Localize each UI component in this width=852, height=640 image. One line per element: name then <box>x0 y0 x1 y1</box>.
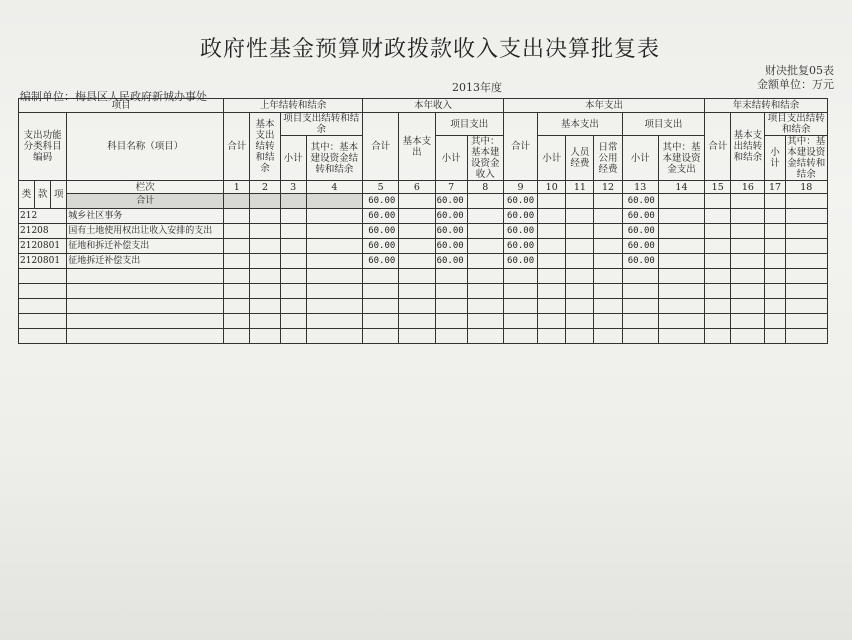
cell-c5: 60.00 <box>363 254 399 269</box>
cell-c13: 60.00 <box>622 239 658 254</box>
col-num: 5 <box>363 181 399 194</box>
cell-c5: 60.00 <box>363 239 399 254</box>
cell-c15 <box>705 194 731 209</box>
subject-name: 城乡社区事务 <box>67 209 224 224</box>
end-proj-header: 项目支出结转和结余 <box>765 113 828 136</box>
cell-c9: 60.00 <box>503 254 537 269</box>
lanci-label: 栏次 <box>67 181 224 194</box>
empty-row <box>19 314 828 329</box>
inc-basic-header: 基本支出 <box>399 113 435 181</box>
exp-basic-header: 基本支出 <box>538 113 622 136</box>
subject-name: 国有土地使用权出让收入安排的支出 <box>67 224 224 239</box>
empty-row <box>19 329 828 344</box>
cell-c9: 60.00 <box>503 239 537 254</box>
col-num: 12 <box>594 181 622 194</box>
compiling-unit: 编制单位：梅县区人民政府新城办事处 <box>20 90 207 103</box>
func-code: 212 <box>19 209 67 224</box>
exp-personnel-header: 人员经费 <box>566 136 594 181</box>
cell-c3 <box>280 194 306 209</box>
subject-name-header: 科目名称（项目） <box>67 113 224 181</box>
cell-c10 <box>538 194 566 209</box>
col-num: 3 <box>280 181 306 194</box>
cell-c14 <box>658 194 704 209</box>
inc-total-header: 合计 <box>363 113 399 181</box>
cell-c5: 60.00 <box>363 224 399 239</box>
form-code: 财决批复05表 <box>765 64 834 77</box>
col-num: 14 <box>658 181 704 194</box>
empty-row <box>19 299 828 314</box>
fiscal-year: 2013年度 <box>452 81 502 94</box>
prev-proj-header: 项目支出结转和结余 <box>280 113 363 136</box>
total-label: 合计 <box>67 194 224 209</box>
table-row-total <box>19 194 828 209</box>
col-num: 11 <box>566 181 594 194</box>
exp-proj-subtotal-header: 小计 <box>622 136 658 181</box>
xiang-header: 项 <box>51 181 67 209</box>
budget-table <box>18 98 828 344</box>
col-num: 8 <box>467 181 503 194</box>
func-code-header: 支出功能分类科目编码 <box>19 113 67 181</box>
cell-c17 <box>765 194 785 209</box>
end-basic-header: 基本支出结转和结余 <box>731 113 765 181</box>
exp-capital-header: 其中：基本建设资金支出 <box>658 136 704 181</box>
prev-subtotal-header: 小计 <box>280 136 306 181</box>
exp-public-header: 日常公用经费 <box>594 136 622 181</box>
col-num: 4 <box>306 181 362 194</box>
col-num: 1 <box>224 181 250 194</box>
lei-header: 类 <box>19 181 35 209</box>
cell-c13: 60.00 <box>622 194 658 209</box>
cell-c18 <box>785 194 827 209</box>
col-num: 15 <box>705 181 731 194</box>
expense-header: 本年支出 <box>503 99 704 113</box>
header-row-1 <box>19 99 828 113</box>
prev-total-header: 合计 <box>224 113 250 181</box>
cell-c13: 60.00 <box>622 254 658 269</box>
table-row <box>19 209 828 224</box>
col-num: 7 <box>435 181 467 194</box>
cell-c8 <box>467 194 503 209</box>
func-code: 21208 <box>19 224 67 239</box>
col-num: 9 <box>503 181 537 194</box>
func-code: 2120801 <box>19 254 67 269</box>
column-number-row <box>19 181 828 194</box>
cell-c2 <box>250 194 280 209</box>
inc-capital-header: 其中：基本建设资金收入 <box>467 136 503 181</box>
func-code: 2120801 <box>19 239 67 254</box>
col-num: 13 <box>622 181 658 194</box>
page-title: 政府性基金预算财政拨款收入支出决算批复表 <box>199 37 660 62</box>
cell-c6 <box>399 194 435 209</box>
cell-c11 <box>566 194 594 209</box>
end-balance-header: 年末结转和结余 <box>705 99 828 113</box>
table-row <box>19 239 828 254</box>
cell-c1 <box>224 194 250 209</box>
cell-c9: 60.00 <box>503 194 537 209</box>
cell-c5: 60.00 <box>363 194 399 209</box>
cell-c16 <box>731 194 765 209</box>
subject-name: 征地和拆迁补偿支出 <box>67 239 224 254</box>
prev-basic-header: 基本支出结转和结余 <box>250 113 280 181</box>
cell-c7: 60.00 <box>435 194 467 209</box>
prev-capital-header: 其中：基本建设资金结转和结余 <box>306 136 362 181</box>
table-row <box>19 254 828 269</box>
cell-c7: 60.00 <box>435 239 467 254</box>
cell-c13: 60.00 <box>622 209 658 224</box>
cell-c12 <box>594 194 622 209</box>
inc-proj-header: 项目支出 <box>435 113 503 136</box>
col-num: 16 <box>731 181 765 194</box>
cell-c7: 60.00 <box>435 224 467 239</box>
table-row <box>19 224 828 239</box>
cell-c9: 60.00 <box>503 209 537 224</box>
col-num: 10 <box>538 181 566 194</box>
cell-c7: 60.00 <box>435 254 467 269</box>
exp-proj-header: 项目支出 <box>622 113 705 136</box>
col-num: 17 <box>765 181 785 194</box>
end-subtotal-header: 小计 <box>765 136 785 181</box>
cell-c9: 60.00 <box>503 224 537 239</box>
subject-name: 征地拆迁补偿支出 <box>67 254 224 269</box>
cell-c4 <box>306 194 362 209</box>
empty-row <box>19 284 828 299</box>
income-header: 本年收入 <box>363 99 504 113</box>
col-num: 2 <box>250 181 280 194</box>
empty-row <box>19 269 828 284</box>
kuan-header: 款 <box>35 181 51 209</box>
exp-basic-subtotal-header: 小计 <box>538 136 566 181</box>
end-total-header: 合计 <box>705 113 731 181</box>
end-capital-header: 其中：基本建设资金结转和结余 <box>785 136 827 181</box>
empty-rows <box>19 269 828 344</box>
prev-balance-header: 上年结转和结余 <box>224 99 363 113</box>
item-header: 项目 <box>19 99 224 113</box>
col-num: 18 <box>785 181 827 194</box>
exp-total-header: 合计 <box>503 113 537 181</box>
cell-c5: 60.00 <box>363 209 399 224</box>
cell-c7: 60.00 <box>435 209 467 224</box>
col-num: 6 <box>399 181 435 194</box>
amount-unit: 金额单位：万元 <box>757 78 834 91</box>
inc-subtotal-header: 小计 <box>435 136 467 181</box>
cell-c13: 60.00 <box>622 224 658 239</box>
